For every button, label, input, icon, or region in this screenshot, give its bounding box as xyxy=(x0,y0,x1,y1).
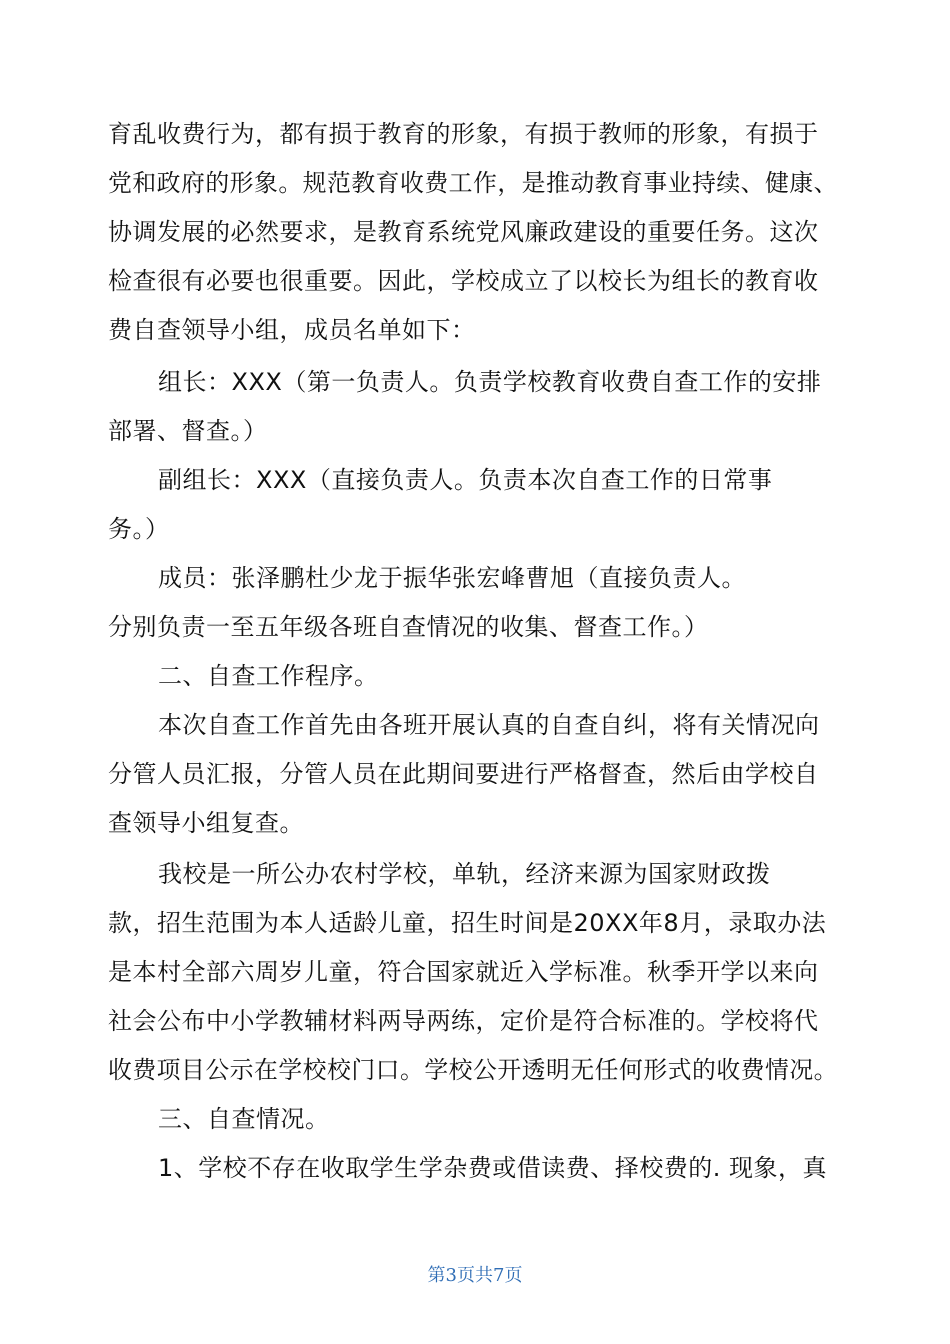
text-line: 收费项目公示在学校校门口。学校公开透明无任何形式的收费情况。 xyxy=(108,1056,838,1084)
section-heading: 三、自查情况。 xyxy=(158,1105,330,1133)
text-line: 款，招生范围为本人适龄儿童，招生时间是20XX年8月，录取办法 xyxy=(108,909,827,937)
text-line: 副组长：XXX（直接负责人。负责本次自查工作的日常事 xyxy=(158,466,773,494)
text-line: 成员：张泽鹏杜少龙于振华张宏峰曹旭（直接负责人。 xyxy=(158,564,746,592)
text-line: 分管人员汇报，分管人员在此期间要进行严格督查，然后由学校自 xyxy=(108,760,819,788)
text-line: 费自查领导小组，成员名单如下： xyxy=(108,316,476,344)
text-line: 查领导小组复查。 xyxy=(108,809,304,837)
text-line: 社会公布中小学教辅材料两导两练，定价是符合标准的。学校将代 xyxy=(108,1007,819,1035)
text-line: 部署、督查。） xyxy=(108,417,268,445)
text-line: 育乱收费行为，都有损于教育的形象，有损于教师的形象，有损于 xyxy=(108,120,819,148)
section-heading: 二、自查工作程序。 xyxy=(158,662,379,690)
text-line: 党和政府的形象。规范教育收费工作，是推动教育事业持续、健康、 xyxy=(108,169,838,197)
text-line: 1、学校不存在收取学生学杂费或借读费、择校费的. 现象，真 xyxy=(158,1154,828,1182)
text-line: 务。） xyxy=(108,515,170,543)
text-line: 组长：XXX（第一负责人。负责学校教育收费自查工作的安排 xyxy=(158,368,822,396)
text-line: 本次自查工作首先由各班开展认真的自查自纠，将有关情况向 xyxy=(158,711,820,739)
text-line: 是本村全部六周岁儿童，符合国家就近入学标准。秋季开学以来向 xyxy=(108,958,819,986)
text-line: 分别负责一至五年级各班自查情况的收集、督查工作。） xyxy=(108,613,709,641)
text-line: 协调发展的必然要求，是教育系统党风廉政建设的重要任务。这次 xyxy=(108,218,819,246)
text-line: 我校是一所公办农村学校，单轨，经济来源为国家财政拨 xyxy=(158,860,771,888)
text-line: 检查很有必要也很重要。因此，学校成立了以校长为组长的教育收 xyxy=(108,267,819,295)
page-number-footer: 第3页共7页 xyxy=(427,1265,523,1286)
